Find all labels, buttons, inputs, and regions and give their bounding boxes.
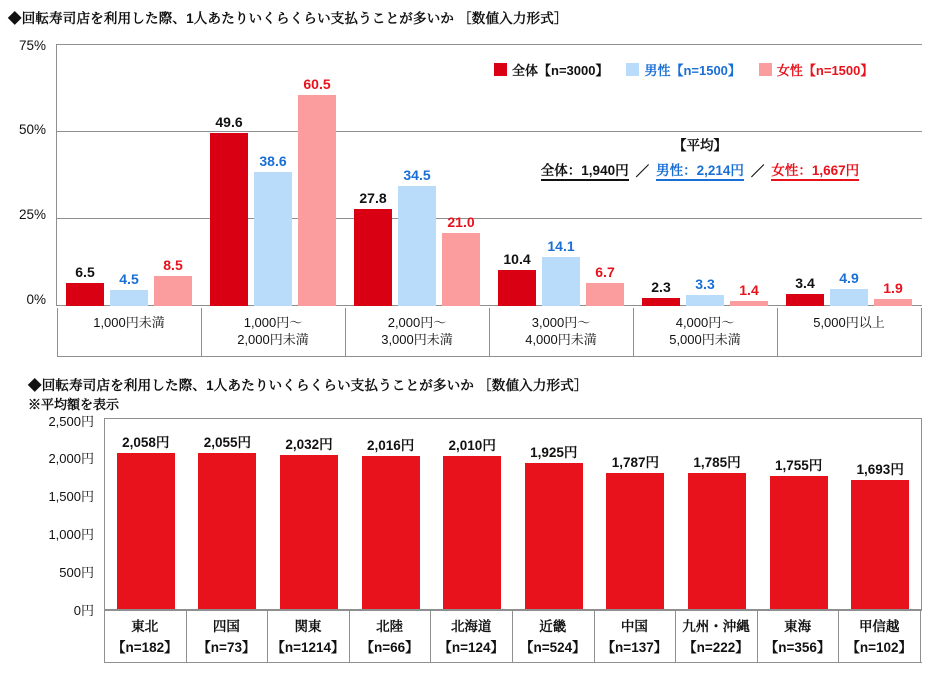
chart1-bar-label-total: 49.6 — [215, 114, 243, 131]
chart2-category-count: 【n=524】 — [519, 640, 586, 655]
chart2-category-count: 【n=66】 — [360, 640, 419, 655]
chart1-title: ◆回転寿司店を利用した際、1人あたりいくらくらい支払うことが多いか ［数値入力形式］ — [8, 11, 568, 26]
chart2-bar — [851, 480, 909, 609]
chart2-category-label: 北海道 — [450, 619, 492, 634]
chart1-category-label-line2: 2,000円未満 — [237, 332, 309, 347]
chart1-bar-label-total: 2.3 — [651, 279, 671, 295]
chart1-bar-female — [730, 301, 768, 306]
chart2-category-label: 近畿 — [539, 619, 567, 634]
chart2-category — [512, 610, 594, 658]
chart1-bar-female — [298, 95, 336, 306]
chart1-category-label-line2: 3,000円未満 — [381, 332, 453, 347]
chart2-y-axis — [0, 414, 100, 618]
chart2-category — [675, 610, 757, 658]
chart2 — [0, 414, 940, 670]
chart1-bar-female — [442, 233, 480, 306]
chart2-bar-label: 1,787円 — [611, 455, 660, 471]
chart1-category-label: 2,000円～ — [387, 315, 447, 330]
chart2-category — [838, 610, 920, 658]
chart1-bar-male — [398, 186, 436, 306]
legend-swatch-total — [494, 63, 507, 76]
average-female: 女性：1,667円 — [771, 159, 859, 181]
chart2-category-count: 【n=222】 — [683, 640, 749, 655]
chart1-bar-male — [110, 290, 148, 306]
chart1-category-label: 4,000円～ — [675, 315, 735, 330]
chart1-bar-total — [642, 298, 680, 306]
chart2-category-label: 九州・沖縄 — [682, 619, 750, 634]
chart2-category-label: 東海 — [784, 619, 812, 634]
chart1-bar-label-female: 21.0 — [447, 213, 475, 230]
chart1-category-separator — [921, 308, 922, 356]
chart1-bar-total — [354, 209, 392, 306]
chart1-bar-female — [874, 299, 912, 306]
chart1-bar-label-female: 8.5 — [163, 257, 183, 274]
chart1-bar-group — [57, 45, 201, 306]
chart1-bar-group — [345, 45, 489, 306]
chart1-category-separator — [489, 308, 490, 356]
chart2-bar — [688, 473, 746, 609]
chart1-bar-label-male: 4.9 — [839, 269, 859, 286]
chart2-category-axis — [104, 610, 922, 664]
chart2-bar — [606, 473, 664, 609]
chart1-bar-female — [586, 283, 624, 306]
chart1-category — [201, 308, 345, 348]
chart1-bar-label-male: 14.1 — [547, 237, 575, 254]
chart1-category-separator — [345, 308, 346, 356]
chart2-category-count: 【n=1214】 — [271, 640, 345, 655]
legend-label-male: 男性【n=1500】 — [644, 63, 741, 78]
chart1-bar-label-total: 3.4 — [795, 275, 815, 292]
chart2-category-separator — [594, 610, 595, 662]
legend-swatch-male — [626, 63, 639, 76]
chart2-bar-label: 2,055円 — [203, 434, 252, 450]
chart2-category-separator — [186, 610, 187, 662]
chart2-category-separator — [430, 610, 431, 662]
chart2-bars — [105, 419, 921, 609]
chart1-bar-label-male: 34.5 — [403, 166, 431, 183]
chart1-legend — [494, 60, 885, 79]
average-total: 全体：1,940円 — [541, 159, 629, 181]
chart1-category-baseline — [57, 356, 922, 357]
chart2-category — [186, 610, 268, 658]
chart2-category-label: 四国 — [212, 619, 240, 634]
chart1-bar-label-male: 38.6 — [259, 152, 287, 169]
chart2-category-count: 【n=73】 — [197, 640, 256, 655]
chart2-category-count: 【n=137】 — [601, 640, 668, 655]
chart1-bar-label-female: 6.7 — [595, 263, 615, 280]
chart1-bar-male — [254, 172, 292, 306]
chart2-category-label: 関東 — [294, 619, 322, 634]
chart2-bar-label: 1,785円 — [693, 455, 741, 471]
chart1-bar-label-male: 4.5 — [119, 271, 139, 288]
chart1-ytick-50: 50% — [18, 122, 46, 137]
chart1-category-separator — [201, 308, 202, 356]
chart1-category-label: 3,000円～ — [531, 315, 591, 330]
chart2-category-separator — [675, 610, 676, 662]
chart1-bar-male — [542, 257, 580, 306]
chart1-category-label: 5,000円以上 — [813, 315, 885, 330]
average-separator-2: ／ — [750, 164, 765, 179]
chart2-bar — [362, 456, 420, 609]
chart2-bar — [443, 456, 501, 609]
chart2-subtitle: ※平均額を表示 — [28, 397, 120, 412]
chart2-bar — [280, 455, 338, 609]
chart2-category-count: 【n=124】 — [438, 640, 505, 655]
chart2-category-separator — [267, 610, 268, 662]
chart2-bar-label: 2,032円 — [285, 436, 333, 452]
chart2-category — [430, 610, 512, 658]
chart2-category-label: 東北 — [131, 619, 159, 634]
chart1-category-label: 1,000円未満 — [93, 315, 165, 330]
chart1-bar-total — [786, 294, 824, 306]
chart1-ytick-0: 0% — [26, 292, 46, 307]
chart1-bar-male — [686, 295, 724, 306]
legend-label-female: 女性【n=1500】 — [776, 63, 874, 78]
chart2-category-count: 【n=356】 — [764, 640, 831, 655]
chart2-bar-label: 2,010円 — [448, 438, 496, 454]
chart1-bar-group — [201, 45, 345, 306]
chart1-bar-male — [830, 289, 868, 306]
chart2-ytick-1000: 1,000円 — [48, 527, 94, 542]
chart2-category-count: 【n=182】 — [111, 640, 178, 655]
chart2-bar — [198, 453, 256, 609]
chart2-category — [349, 610, 431, 658]
chart2-bar-label: 2,058円 — [122, 434, 170, 450]
chart2-bar — [770, 476, 828, 609]
average-title: 【平均】 — [673, 138, 727, 153]
legend-label-total: 全体【n=3000】 — [512, 63, 609, 78]
chart1-category-axis — [57, 308, 922, 358]
chart2-category — [594, 610, 676, 658]
chart2-category — [757, 610, 839, 658]
chart1-bar-label-total: 10.4 — [503, 250, 531, 267]
chart2-bar — [117, 453, 175, 609]
average-separator-1: ／ — [635, 164, 650, 179]
chart2-bar-label: 2,016円 — [366, 437, 415, 453]
chart2-ytick-1500: 1,500円 — [48, 489, 94, 504]
chart2-ytick-0: 0円 — [73, 603, 94, 618]
chart2-bar-label: 1,693円 — [856, 462, 904, 478]
chart1-bar-label-female: 1.4 — [739, 282, 759, 299]
chart1-category-label: 1,000円～ — [243, 315, 303, 330]
chart1-bar-total — [210, 133, 248, 306]
chart1-bar-label-female: 60.5 — [303, 76, 331, 93]
chart1-bar-label-total: 6.5 — [75, 264, 95, 281]
legend-swatch-female — [759, 63, 772, 76]
chart1-ytick-25: 25% — [18, 207, 46, 222]
chart2-category-separator — [920, 610, 921, 662]
chart2-category-count: 【n=102】 — [846, 640, 913, 655]
chart2-bar — [525, 463, 583, 609]
chart2-title: ◆回転寿司店を利用した際、1人あたりいくらくらい支払うことが多いか ［数値入力形式］ — [28, 378, 588, 393]
legend-item-female — [759, 60, 873, 79]
chart1-average-box — [500, 134, 900, 181]
chart1-category — [633, 308, 777, 348]
chart2-category — [104, 610, 186, 658]
chart2-ytick-2500: 2,500円 — [48, 414, 94, 429]
chart2-category — [267, 610, 349, 658]
chart1-category-label-line2: 5,000円未満 — [669, 332, 741, 347]
chart2-category-label: 北陸 — [376, 619, 404, 634]
chart2-category-separator — [512, 610, 513, 662]
chart1-bar-female — [154, 276, 192, 306]
chart1-category-separator — [57, 308, 58, 356]
chart1-bar-total — [498, 270, 536, 306]
chart1-category — [345, 308, 489, 348]
chart2-category-label: 甲信越 — [858, 619, 900, 634]
chart1-y-axis — [0, 38, 52, 313]
average-male: 男性：2,214円 — [656, 159, 744, 181]
chart1-ytick-75: 75% — [18, 38, 46, 53]
chart2-category-separator — [104, 610, 105, 662]
legend-item-total — [494, 60, 608, 79]
chart1-category — [489, 308, 633, 348]
chart1-bar-label-total: 27.8 — [359, 190, 387, 207]
chart2-category-separator — [838, 610, 839, 662]
chart1-category-separator — [777, 308, 778, 356]
chart1-bar-label-male: 3.3 — [695, 275, 715, 292]
chart1-category — [777, 308, 921, 331]
chart2-ytick-500: 500円 — [59, 565, 94, 580]
chart1-bar-total — [66, 283, 104, 306]
chart2-category-separator — [757, 610, 758, 662]
chart2-category-label: 中国 — [620, 619, 648, 634]
chart2-category-baseline — [104, 662, 922, 663]
legend-item-male — [626, 60, 740, 79]
chart1-category-label-line2: 4,000円未満 — [525, 332, 597, 347]
chart2-bar-label: 1,925円 — [530, 444, 578, 460]
chart1-category — [57, 308, 201, 331]
chart1-bar-label-female: 1.9 — [883, 280, 903, 297]
chart2-category-separator — [349, 610, 350, 662]
chart2-ytick-2000: 2,000円 — [48, 451, 94, 466]
chart2-bar-label: 1,755円 — [774, 457, 823, 473]
chart1-category-separator — [633, 308, 634, 356]
chart1 — [0, 38, 940, 358]
